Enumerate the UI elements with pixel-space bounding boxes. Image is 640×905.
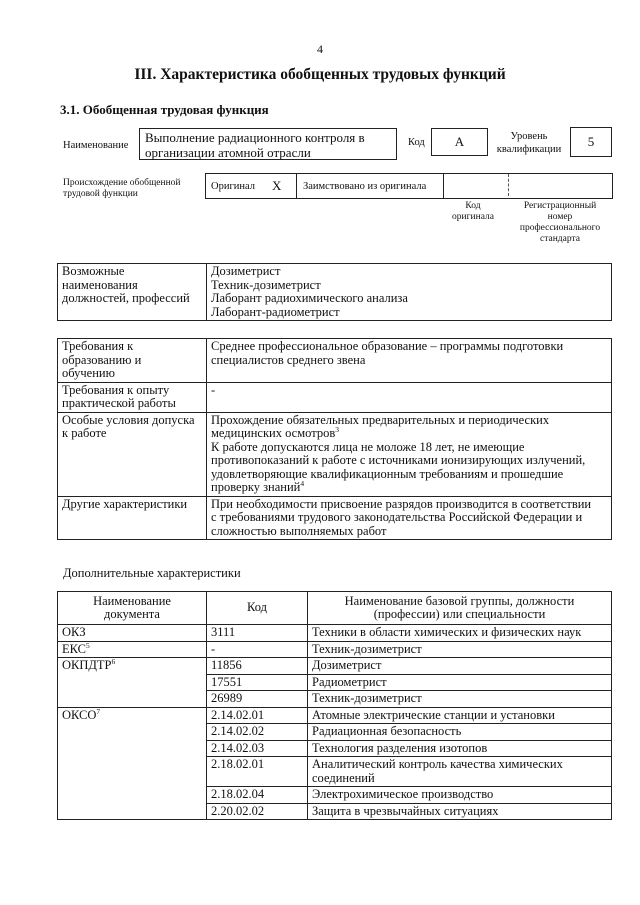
origin-reg-caption-line-2: номер	[547, 212, 573, 222]
positions-label-line-2: наименования	[62, 277, 138, 292]
footnote-mark: 4	[300, 478, 305, 488]
function-name-line-1: Выполнение радиационного контроля в	[145, 130, 365, 145]
sub-title: 3.1. Обобщенная трудовая функция	[60, 102, 269, 117]
footnote-mark: 5	[86, 640, 90, 650]
education-label-line-2: образованию и	[62, 352, 142, 367]
function-level-box: 5	[570, 127, 612, 157]
table-row	[58, 625, 612, 642]
special-value-line-4: противопоказаний к работе с источниками ионизирующих излучений,	[211, 453, 586, 467]
special-row	[58, 412, 612, 496]
extra-header-name-line-1: Наименование базовой группы, должности	[344, 593, 575, 608]
origin-original-mark: X	[272, 178, 282, 193]
position-item: Лаборант радиохимического анализа	[211, 291, 408, 305]
okso-name: Атомные электрические станции и установки	[308, 707, 612, 724]
eks-label-cell	[58, 641, 207, 658]
origin-code-caption	[440, 201, 506, 223]
other-value-line-2: с требованиями трудового законодательства Российской Федерации и	[211, 510, 583, 524]
other-value-cell	[207, 496, 612, 540]
okpdtr-label: ОКПДТР	[62, 658, 112, 672]
other-row	[58, 496, 612, 540]
footnote-mark: 3	[335, 424, 339, 434]
okso-code: 2.14.02.03	[207, 740, 308, 757]
origin-reg-caption-line-4: стандарта	[540, 234, 580, 244]
function-name-label: Наименование	[63, 140, 129, 151]
education-value-line-1: Среднее профессиональное образование – программы подготовки	[211, 339, 564, 353]
okso-code: 2.14.02.02	[207, 724, 308, 741]
okso-name: Радиационная безопасность	[308, 724, 612, 741]
other-label-cell: Другие характеристики	[58, 496, 207, 540]
origin-reg-caption-line-3: профессионального	[519, 223, 601, 233]
origin-divider-2	[443, 173, 444, 199]
extra-title: Дополнительные характеристики	[63, 566, 241, 580]
footnote-mark: 6	[111, 656, 116, 666]
experience-value-cell: -	[207, 382, 612, 412]
function-code-box: A	[431, 128, 488, 156]
extra-header-row	[58, 592, 612, 625]
origin-reg-caption	[510, 201, 610, 245]
origin-code-caption-line-1: Код	[465, 201, 481, 211]
extra-header-name-line-2: (профессии) или специальности	[373, 607, 546, 621]
origin-divider	[296, 173, 297, 199]
education-label-cell	[58, 339, 207, 383]
extra-table	[57, 591, 612, 820]
okz-label: ОКЗ	[58, 625, 207, 642]
experience-label-line-1: Требования к опыту	[62, 382, 170, 397]
okso-name-line-2: соединений	[312, 770, 375, 785]
function-level-label	[490, 130, 568, 156]
origin-label	[63, 178, 181, 200]
okpdtr-label-cell	[58, 658, 207, 708]
table-row	[58, 641, 612, 658]
page-number: 4	[317, 42, 323, 56]
table-row	[58, 658, 612, 675]
experience-label-line-2: практической работы	[62, 396, 176, 410]
origin-divider-3	[508, 174, 509, 196]
education-value-line-2: специалистов среднего звена	[211, 352, 366, 367]
okso-label-cell	[58, 707, 207, 820]
education-label-line-1: Требования к	[62, 339, 134, 353]
position-item: Техник-дозиметрист	[211, 277, 321, 292]
function-name-box	[139, 128, 397, 160]
okso-code: 2.14.02.01	[207, 707, 308, 724]
eks-name: Техник-дозиметрист	[308, 641, 612, 658]
position-item: Дозиметрист	[211, 264, 281, 278]
okso-name	[308, 757, 612, 787]
special-value-text-6: проверку знаний	[211, 480, 301, 494]
extra-header-code: Код	[207, 592, 308, 625]
origin-code-caption-line-2: оригинала	[452, 212, 494, 222]
okso-label: ОКСО	[62, 707, 97, 722]
special-value-line-5: удовлетворяющие квалификационным требованиям и прошедшие	[211, 466, 564, 481]
eks-code: -	[207, 641, 308, 658]
okpdtr-name: Дозиметрист	[308, 658, 612, 675]
positions-table	[57, 263, 612, 321]
special-value-cell	[207, 412, 612, 496]
function-level-label-line-2: квалификации	[496, 144, 562, 155]
positions-list-cell	[207, 264, 612, 321]
okpdtr-name: Радиометрист	[308, 674, 612, 691]
extra-header-doc-line-2: документа	[104, 607, 160, 621]
okpdtr-code: 17551	[207, 674, 308, 691]
special-value-text-2: медицинских осмотров	[211, 426, 336, 440]
special-label-cell	[58, 412, 207, 496]
function-level-label-line-1: Уровень	[510, 131, 548, 142]
education-value-cell	[207, 339, 612, 383]
origin-label-line-2: трудовой функции	[63, 189, 138, 199]
origin-borrowed-label: Заимствовано из оригинала	[303, 181, 427, 192]
positions-row	[58, 264, 612, 321]
requirements-table	[57, 338, 612, 540]
special-value-line-6	[211, 478, 607, 495]
origin-label-line-1: Происхождение обобщенной	[63, 178, 181, 188]
special-value-line-1: Прохождение обязательных предварительных и периодических	[211, 412, 550, 427]
function-code-label: Код	[408, 137, 425, 148]
positions-label-line-3: должностей, профессий	[62, 291, 190, 305]
okso-code: 2.18.02.01	[207, 757, 308, 787]
section-title: III. Характеристика обобщенных трудовых функций	[134, 66, 506, 83]
okso-name: Защита в чрезвычайных ситуациях	[308, 803, 612, 820]
okpdtr-name: Техник-дозиметрист	[308, 691, 612, 708]
experience-label-cell	[58, 382, 207, 412]
origin-original-label: Оригинал	[211, 181, 255, 192]
special-label-line-1: Особые условия допуска	[62, 412, 195, 427]
okz-code: 3111	[207, 625, 308, 642]
okso-name: Электрохимическое производство	[308, 787, 612, 804]
eks-label: ЕКС	[62, 641, 86, 656]
footnote-mark: 7	[96, 706, 101, 716]
other-value-line-1: При необходимости присвоение разрядов производится в соответствии	[211, 496, 592, 511]
extra-header-doc	[58, 592, 207, 625]
okpdtr-code: 26989	[207, 691, 308, 708]
okso-name: Технология разделения изотопов	[308, 740, 612, 757]
okso-code: 2.18.02.04	[207, 787, 308, 804]
special-label-line-2: к работе	[62, 426, 107, 440]
positions-label-cell	[58, 264, 207, 321]
table-row	[58, 707, 612, 724]
position-item: Лаборант-радиометрист	[211, 304, 340, 319]
extra-header-doc-line-1: Наименование	[93, 593, 171, 608]
function-name-line-2: организации атомной отрасли	[145, 144, 311, 160]
okpdtr-code: 11856	[207, 658, 308, 675]
positions-label-line-1: Возможные	[62, 264, 125, 278]
education-row	[58, 339, 612, 383]
origin-reg-caption-line-1: Регистрационный	[523, 201, 597, 211]
okso-name-line-1: Аналитический контроль качества химических	[312, 757, 563, 771]
other-value-line-3: сложностью выполняемых работ	[211, 523, 387, 538]
special-value-line-3: К работе допускаются лица не моложе 18 лет, не имеющие	[211, 439, 525, 454]
extra-header-name	[308, 592, 612, 625]
experience-row	[58, 382, 612, 412]
okz-name: Техники в области химических и физических наук	[308, 625, 612, 642]
special-value-line-2	[211, 424, 607, 441]
education-label-line-3: обучению	[62, 366, 115, 380]
okso-code: 2.20.02.02	[207, 803, 308, 820]
